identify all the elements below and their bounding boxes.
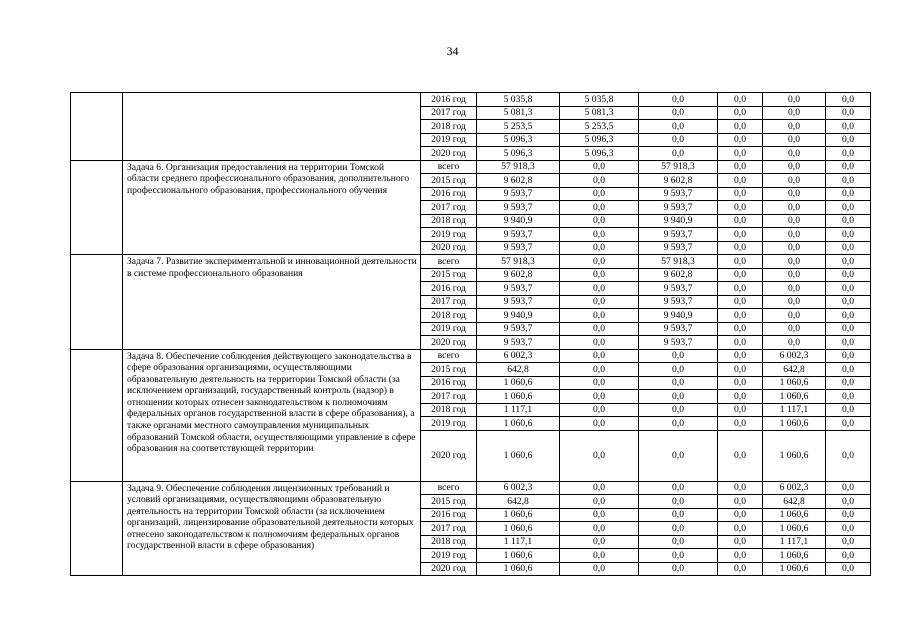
value-cell: 0,0: [639, 93, 718, 107]
value-cell: 0,0: [763, 147, 826, 161]
value-cell: 1 060,6: [477, 417, 560, 431]
table-row: [71, 255, 871, 269]
value-cell: 0,0: [763, 228, 826, 242]
period-cell: 2020 год: [421, 430, 477, 481]
value-cell: 0,0: [639, 481, 718, 495]
value-cell: 1 060,6: [477, 390, 560, 404]
value-cell: 9 593,7: [477, 322, 560, 336]
value-cell: 9 593,7: [477, 187, 560, 201]
value-cell: 0,0: [718, 268, 763, 282]
period-cell: 2020 год: [421, 147, 477, 161]
value-cell: 0,0: [639, 417, 718, 431]
value-cell: 0,0: [718, 549, 763, 563]
value-cell: 0,0: [718, 535, 763, 549]
task-description-cell: Задача 9. Обеспечение соблюдения лицензионных требований и условий организациями, осуществляющими образовательную деятельность на территории Томской области (за исключением организаций, лицензирование образовательной деятельности которых отнесено законодательством к полномочиям федеральных органов государственной власти в сфере образования): [123, 481, 421, 576]
period-cell: 2016 год: [421, 376, 477, 390]
value-cell: 0,0: [560, 255, 639, 269]
value-cell: 57 918,3: [639, 160, 718, 174]
value-cell: 0,0: [826, 376, 871, 390]
value-cell: 1 060,6: [477, 522, 560, 536]
value-cell: 1 060,6: [763, 562, 826, 576]
period-cell: 2020 год: [421, 562, 477, 576]
value-cell: 0,0: [826, 430, 871, 481]
value-cell: 9 593,7: [477, 282, 560, 296]
value-cell: 0,0: [639, 390, 718, 404]
value-cell: 0,0: [718, 147, 763, 161]
value-cell: 9 593,7: [639, 241, 718, 255]
period-cell: 2015 год: [421, 268, 477, 282]
value-cell: 1 060,6: [477, 549, 560, 563]
period-cell: 2018 год: [421, 403, 477, 417]
period-cell: всего: [421, 255, 477, 269]
value-cell: 0,0: [718, 390, 763, 404]
value-cell: 0,0: [763, 255, 826, 269]
value-cell: 0,0: [826, 309, 871, 323]
value-cell: 0,0: [718, 228, 763, 242]
value-cell: 0,0: [718, 120, 763, 134]
value-cell: 0,0: [560, 295, 639, 309]
value-cell: 0,0: [826, 214, 871, 228]
period-cell: 2017 год: [421, 295, 477, 309]
value-cell: 0,0: [718, 309, 763, 323]
value-cell: 642,8: [763, 495, 826, 509]
value-cell: 0,0: [826, 120, 871, 134]
row-number-cell: [71, 160, 123, 255]
period-cell: 2018 год: [421, 309, 477, 323]
period-cell: 2019 год: [421, 549, 477, 563]
value-cell: 0,0: [718, 562, 763, 576]
value-cell: 0,0: [560, 228, 639, 242]
value-cell: 0,0: [639, 403, 718, 417]
value-cell: 0,0: [826, 241, 871, 255]
value-cell: 57 918,3: [477, 160, 560, 174]
value-cell: 0,0: [560, 336, 639, 350]
value-cell: 0,0: [826, 535, 871, 549]
value-cell: 5 081,3: [560, 106, 639, 120]
value-cell: 0,0: [826, 322, 871, 336]
task-description-cell: Задача 8. Обеспечение соблюдения действующего законодательства в сфере образования организациями, осуществляющими образовательную деятельность на территории Томской области (за исключением организаций, государственный контроль (надзор) в отношении которых отнесен законодательством к полномочиям федеральных органов государственной власти в сфере образования), а также органами местного самоуправления муниципальных образований Томской области, осуществляющими управление в сфере образования на соответствующей территории: [123, 349, 421, 481]
period-cell: 2020 год: [421, 241, 477, 255]
value-cell: 9 940,9: [639, 214, 718, 228]
row-number-cell: [71, 93, 123, 161]
value-cell: 1 060,6: [763, 508, 826, 522]
value-cell: 1 117,1: [477, 535, 560, 549]
value-cell: 0,0: [639, 133, 718, 147]
value-cell: 0,0: [718, 133, 763, 147]
value-cell: 0,0: [560, 562, 639, 576]
value-cell: 1 060,6: [763, 390, 826, 404]
value-cell: 0,0: [560, 522, 639, 536]
value-cell: 9 940,9: [639, 309, 718, 323]
value-cell: 0,0: [560, 376, 639, 390]
period-cell: 2016 год: [421, 187, 477, 201]
value-cell: 9 602,8: [639, 174, 718, 188]
value-cell: 0,0: [718, 508, 763, 522]
value-cell: 1 060,6: [477, 508, 560, 522]
value-cell: 5 096,3: [477, 133, 560, 147]
value-cell: 6 002,3: [477, 481, 560, 495]
value-cell: 0,0: [560, 309, 639, 323]
value-cell: 0,0: [763, 174, 826, 188]
row-number-cell: [71, 255, 123, 350]
value-cell: 0,0: [763, 336, 826, 350]
value-cell: 0,0: [826, 549, 871, 563]
value-cell: 0,0: [639, 508, 718, 522]
period-cell: 2018 год: [421, 214, 477, 228]
value-cell: 0,0: [826, 174, 871, 188]
value-cell: 0,0: [826, 228, 871, 242]
value-cell: 0,0: [763, 268, 826, 282]
value-cell: 0,0: [826, 417, 871, 431]
value-cell: 0,0: [718, 430, 763, 481]
value-cell: 0,0: [826, 522, 871, 536]
value-cell: 0,0: [826, 255, 871, 269]
value-cell: 0,0: [560, 214, 639, 228]
value-cell: 0,0: [826, 106, 871, 120]
value-cell: 0,0: [639, 363, 718, 377]
value-cell: 0,0: [560, 201, 639, 215]
value-cell: 0,0: [763, 309, 826, 323]
period-cell: 2015 год: [421, 363, 477, 377]
value-cell: 0,0: [826, 268, 871, 282]
value-cell: 0,0: [826, 160, 871, 174]
value-cell: 0,0: [718, 201, 763, 215]
value-cell: 0,0: [718, 295, 763, 309]
value-cell: 9 593,7: [639, 336, 718, 350]
value-cell: 1 060,6: [763, 376, 826, 390]
period-cell: 2017 год: [421, 106, 477, 120]
value-cell: 5 253,5: [477, 120, 560, 134]
value-cell: 0,0: [718, 376, 763, 390]
value-cell: 1 060,6: [763, 430, 826, 481]
value-cell: 0,0: [560, 349, 639, 363]
period-cell: 2017 год: [421, 522, 477, 536]
value-cell: 5 096,3: [560, 133, 639, 147]
value-cell: 0,0: [639, 495, 718, 509]
value-cell: 9 593,7: [477, 295, 560, 309]
value-cell: 1 060,6: [763, 549, 826, 563]
value-cell: 0,0: [826, 390, 871, 404]
period-cell: 2016 год: [421, 508, 477, 522]
value-cell: 0,0: [718, 349, 763, 363]
period-cell: 2018 год: [421, 120, 477, 134]
value-cell: 0,0: [763, 106, 826, 120]
value-cell: 9 593,7: [477, 241, 560, 255]
value-cell: 1 060,6: [477, 430, 560, 481]
value-cell: 0,0: [826, 508, 871, 522]
period-cell: всего: [421, 481, 477, 495]
task-description-cell: Задача 6. Организация предоставления на территории Томской области среднего профессионального образования, дополнительного профессионального образования, профессионального обучения: [123, 160, 421, 255]
table-row: [71, 349, 871, 363]
page-number: 34: [446, 44, 459, 58]
period-cell: 2019 год: [421, 417, 477, 431]
value-cell: 0,0: [639, 349, 718, 363]
value-cell: 1 060,6: [763, 522, 826, 536]
value-cell: 5 035,8: [560, 93, 639, 107]
value-cell: 0,0: [560, 417, 639, 431]
period-cell: всего: [421, 349, 477, 363]
value-cell: 1 117,1: [477, 403, 560, 417]
value-cell: 9 940,9: [477, 309, 560, 323]
value-cell: 57 918,3: [477, 255, 560, 269]
value-cell: 9 593,7: [639, 322, 718, 336]
value-cell: 0,0: [826, 336, 871, 350]
period-cell: 2018 год: [421, 535, 477, 549]
value-cell: 0,0: [560, 160, 639, 174]
period-cell: 2016 год: [421, 282, 477, 296]
value-cell: 0,0: [560, 282, 639, 296]
table-body: [71, 93, 871, 576]
value-cell: 0,0: [826, 282, 871, 296]
value-cell: 0,0: [826, 93, 871, 107]
budget-table: [70, 92, 871, 576]
value-cell: 0,0: [560, 322, 639, 336]
value-cell: 0,0: [718, 417, 763, 431]
value-cell: 642,8: [477, 495, 560, 509]
value-cell: 1 117,1: [763, 403, 826, 417]
value-cell: 5 253,5: [560, 120, 639, 134]
value-cell: 0,0: [826, 481, 871, 495]
row-number-cell: [71, 481, 123, 576]
value-cell: 0,0: [560, 430, 639, 481]
period-cell: 2015 год: [421, 495, 477, 509]
value-cell: 57 918,3: [639, 255, 718, 269]
value-cell: 0,0: [718, 481, 763, 495]
value-cell: 0,0: [718, 241, 763, 255]
value-cell: 0,0: [763, 160, 826, 174]
value-cell: 9 593,7: [639, 295, 718, 309]
value-cell: 0,0: [763, 201, 826, 215]
value-cell: 0,0: [560, 508, 639, 522]
value-cell: 1 060,6: [763, 417, 826, 431]
value-cell: 0,0: [718, 322, 763, 336]
table-row: [71, 481, 871, 495]
value-cell: 0,0: [826, 187, 871, 201]
value-cell: 642,8: [763, 363, 826, 377]
value-cell: 0,0: [763, 295, 826, 309]
period-cell: 2019 год: [421, 228, 477, 242]
value-cell: 0,0: [560, 268, 639, 282]
value-cell: 6 002,3: [763, 349, 826, 363]
value-cell: 6 002,3: [763, 481, 826, 495]
period-cell: 2015 год: [421, 174, 477, 188]
value-cell: 0,0: [639, 549, 718, 563]
value-cell: 1 117,1: [763, 535, 826, 549]
value-cell: 0,0: [763, 187, 826, 201]
period-cell: 2019 год: [421, 133, 477, 147]
value-cell: 9 593,7: [639, 187, 718, 201]
row-number-cell: [71, 349, 123, 481]
value-cell: 0,0: [560, 390, 639, 404]
value-cell: 0,0: [560, 187, 639, 201]
value-cell: 0,0: [826, 201, 871, 215]
value-cell: 0,0: [560, 241, 639, 255]
value-cell: 0,0: [718, 93, 763, 107]
value-cell: 0,0: [718, 187, 763, 201]
value-cell: 0,0: [560, 549, 639, 563]
value-cell: 0,0: [826, 363, 871, 377]
value-cell: 0,0: [718, 522, 763, 536]
period-cell: 2019 год: [421, 322, 477, 336]
task-description-cell: [123, 93, 421, 161]
period-cell: 2016 год: [421, 93, 477, 107]
value-cell: 0,0: [560, 535, 639, 549]
value-cell: 0,0: [826, 403, 871, 417]
value-cell: 0,0: [639, 147, 718, 161]
value-cell: 0,0: [718, 106, 763, 120]
value-cell: 9 940,9: [477, 214, 560, 228]
value-cell: 0,0: [639, 106, 718, 120]
value-cell: 0,0: [718, 160, 763, 174]
value-cell: 0,0: [718, 282, 763, 296]
table-row: [71, 93, 871, 107]
table-row: [71, 160, 871, 174]
value-cell: 9 593,7: [639, 228, 718, 242]
period-cell: всего: [421, 160, 477, 174]
value-cell: 0,0: [763, 120, 826, 134]
value-cell: 0,0: [826, 495, 871, 509]
value-cell: 0,0: [639, 120, 718, 134]
value-cell: 0,0: [560, 481, 639, 495]
period-cell: 2017 год: [421, 201, 477, 215]
value-cell: 0,0: [560, 363, 639, 377]
value-cell: 0,0: [639, 376, 718, 390]
period-cell: 2017 год: [421, 390, 477, 404]
value-cell: 0,0: [763, 133, 826, 147]
value-cell: 6 002,3: [477, 349, 560, 363]
value-cell: 9 593,7: [477, 336, 560, 350]
value-cell: 0,0: [560, 174, 639, 188]
value-cell: 0,0: [763, 322, 826, 336]
value-cell: 9 602,8: [477, 174, 560, 188]
value-cell: 5 096,3: [560, 147, 639, 161]
value-cell: 0,0: [718, 214, 763, 228]
value-cell: 9 593,7: [639, 282, 718, 296]
value-cell: 0,0: [763, 241, 826, 255]
value-cell: 5 096,3: [477, 147, 560, 161]
value-cell: 0,0: [763, 282, 826, 296]
value-cell: 0,0: [639, 522, 718, 536]
value-cell: 9 593,7: [639, 201, 718, 215]
value-cell: 0,0: [639, 562, 718, 576]
value-cell: 5 081,3: [477, 106, 560, 120]
value-cell: 0,0: [639, 535, 718, 549]
value-cell: 0,0: [718, 495, 763, 509]
value-cell: 0,0: [718, 363, 763, 377]
value-cell: 9 602,8: [639, 268, 718, 282]
value-cell: 0,0: [718, 255, 763, 269]
value-cell: 0,0: [718, 403, 763, 417]
value-cell: 0,0: [763, 214, 826, 228]
value-cell: 1 060,6: [477, 376, 560, 390]
task-description-cell: Задача 7. Развитие экспериментальной и инновационной деятельности в системе профессионального образования: [123, 255, 421, 350]
value-cell: 0,0: [639, 430, 718, 481]
value-cell: 0,0: [826, 295, 871, 309]
value-cell: 0,0: [826, 133, 871, 147]
value-cell: 0,0: [718, 174, 763, 188]
value-cell: 642,8: [477, 363, 560, 377]
value-cell: 0,0: [763, 93, 826, 107]
period-cell: 2020 год: [421, 336, 477, 350]
value-cell: 0,0: [826, 147, 871, 161]
value-cell: 9 602,8: [477, 268, 560, 282]
value-cell: 5 035,8: [477, 93, 560, 107]
value-cell: 0,0: [560, 403, 639, 417]
value-cell: 9 593,7: [477, 201, 560, 215]
value-cell: 0,0: [826, 562, 871, 576]
value-cell: 9 593,7: [477, 228, 560, 242]
value-cell: 1 060,6: [477, 562, 560, 576]
value-cell: 0,0: [560, 495, 639, 509]
value-cell: 0,0: [826, 349, 871, 363]
value-cell: 0,0: [718, 336, 763, 350]
